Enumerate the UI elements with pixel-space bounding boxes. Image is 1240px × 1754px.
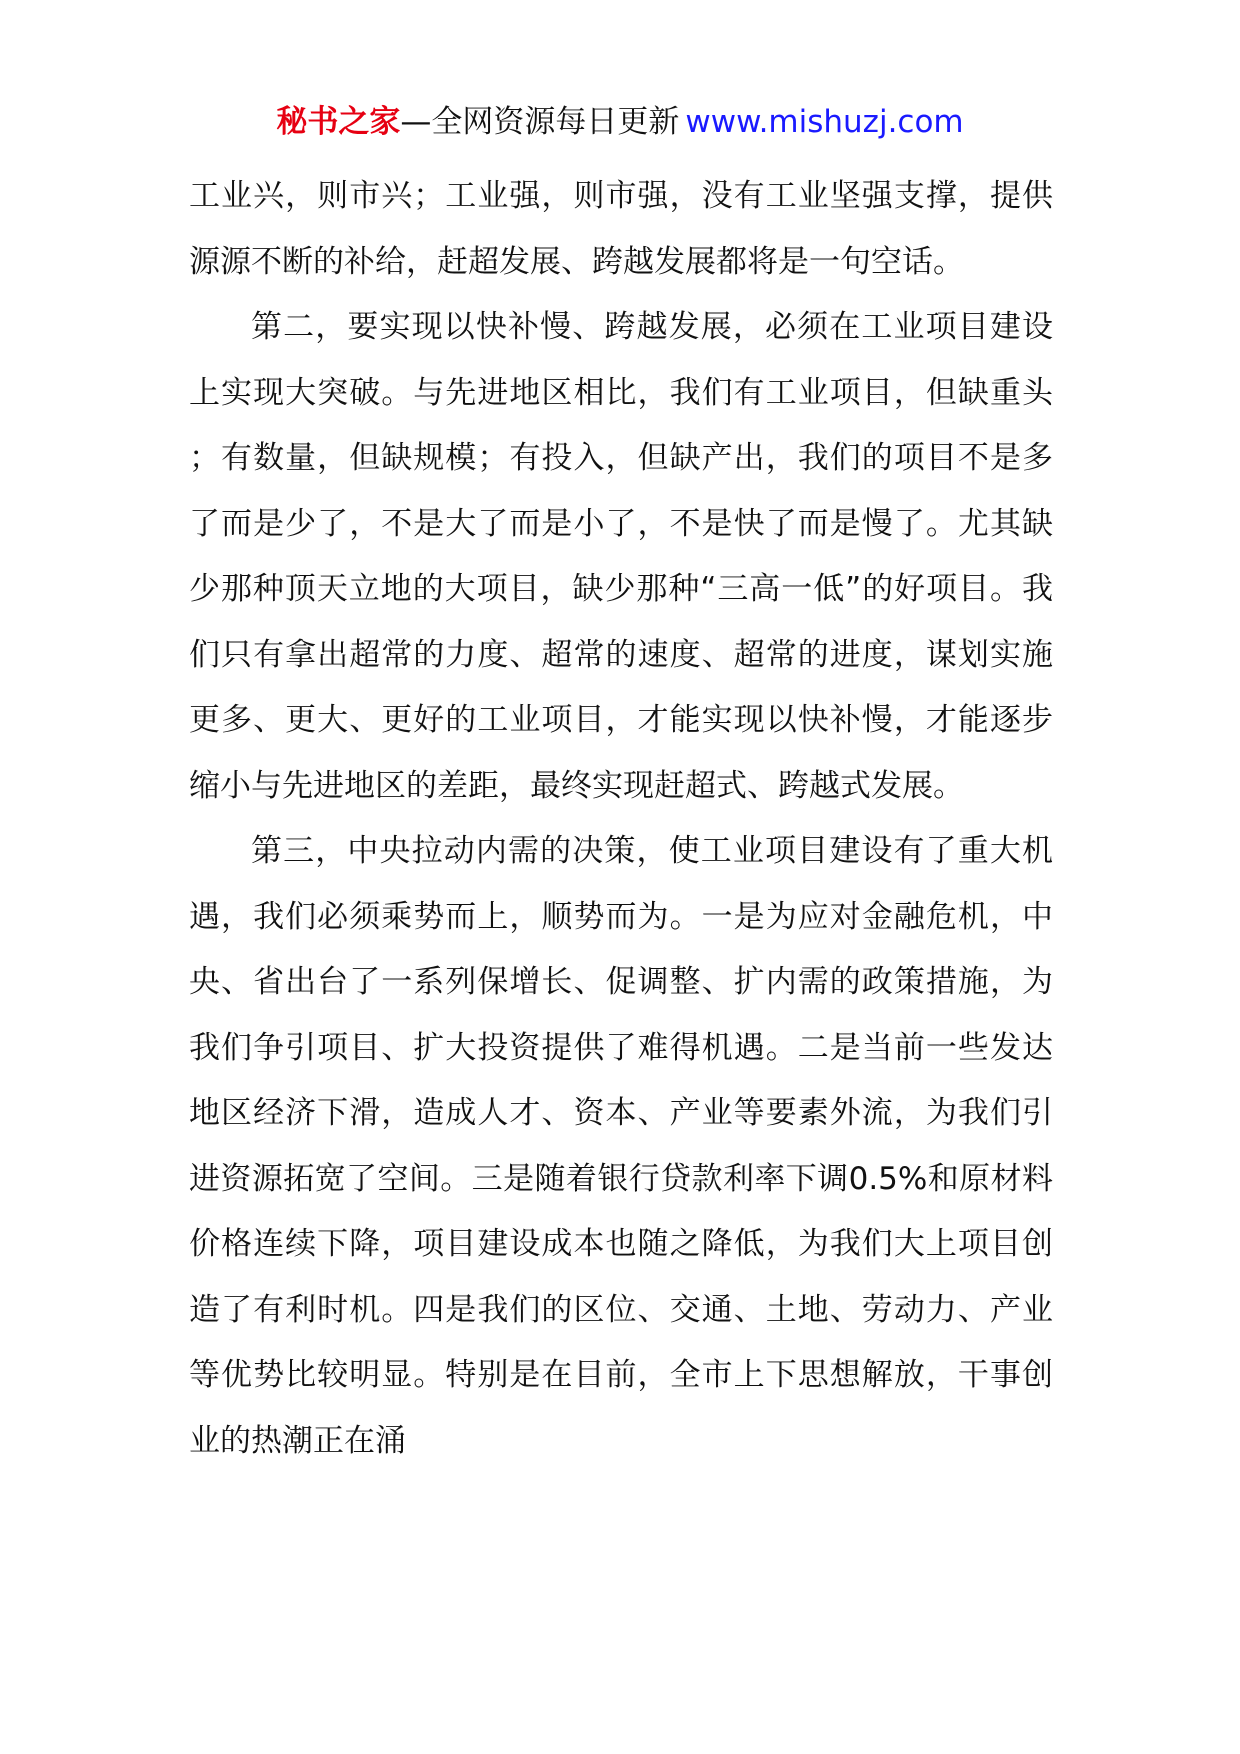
paragraph-2: 第二，要实现以快补慢、跨越发展，必须在工业项目建设上实现大突破。与先进地区相比，我们有工业项目，但缺重头；有数量，但缺规模；有投入，但缺产出，我们的项目不是多了而是少了，不是大了而是小了，不是快了而是慢了。尤其缺少那种顶天立地的大项目，缺少那种“三高一低”的好项目。我们只有拿出超常的力度、超常的速度、超常的进度，谋划实施更多、更大、更好的工业项目，才能实现以快补慢，才能逐步缩小与先进地区的差距，最终实现赶超式、跨越式发展。 bbox=[189, 309, 1053, 804]
site-header bbox=[0, 100, 1240, 144]
header-tagline: —全网资源每日更新 bbox=[400, 104, 680, 140]
paragraph-3: 第三，中央拉动内需的决策，使工业项目建设有了重大机遇，我们必须乘势而上，顺势而为。一是为应对金融危机，中央、省出台了一系列保增长、促调整、扩内需的政策措施，为我们争引项目、扩大投资提供了难得机遇。二是当前一些发达地区经济下滑，造成人才、资本、产业等要素外流，为我们引进资源拓宽了空间。三是随着银行贷款利率下调0.5%和原材料价格连续下降，项目建设成本也随之降低，为我们大上项目创造了有利时机。四是我们的区位、交通、土地、劳动力、产业等优势比较明显。特别是在目前，全市上下思想解放，干事创业的热潮正在涌 bbox=[189, 833, 1053, 1459]
paragraph-1: 工业兴，则市兴；工业强，则市强，没有工业坚强支撑，提供源源不断的补给，赶超发展、跨越发展都将是一句空话。 bbox=[189, 178, 1053, 280]
brand-name: 秘书之家 bbox=[276, 104, 401, 140]
site-url-link[interactable]: www.mishuzj.com bbox=[685, 104, 964, 140]
document-body bbox=[189, 164, 1053, 1474]
